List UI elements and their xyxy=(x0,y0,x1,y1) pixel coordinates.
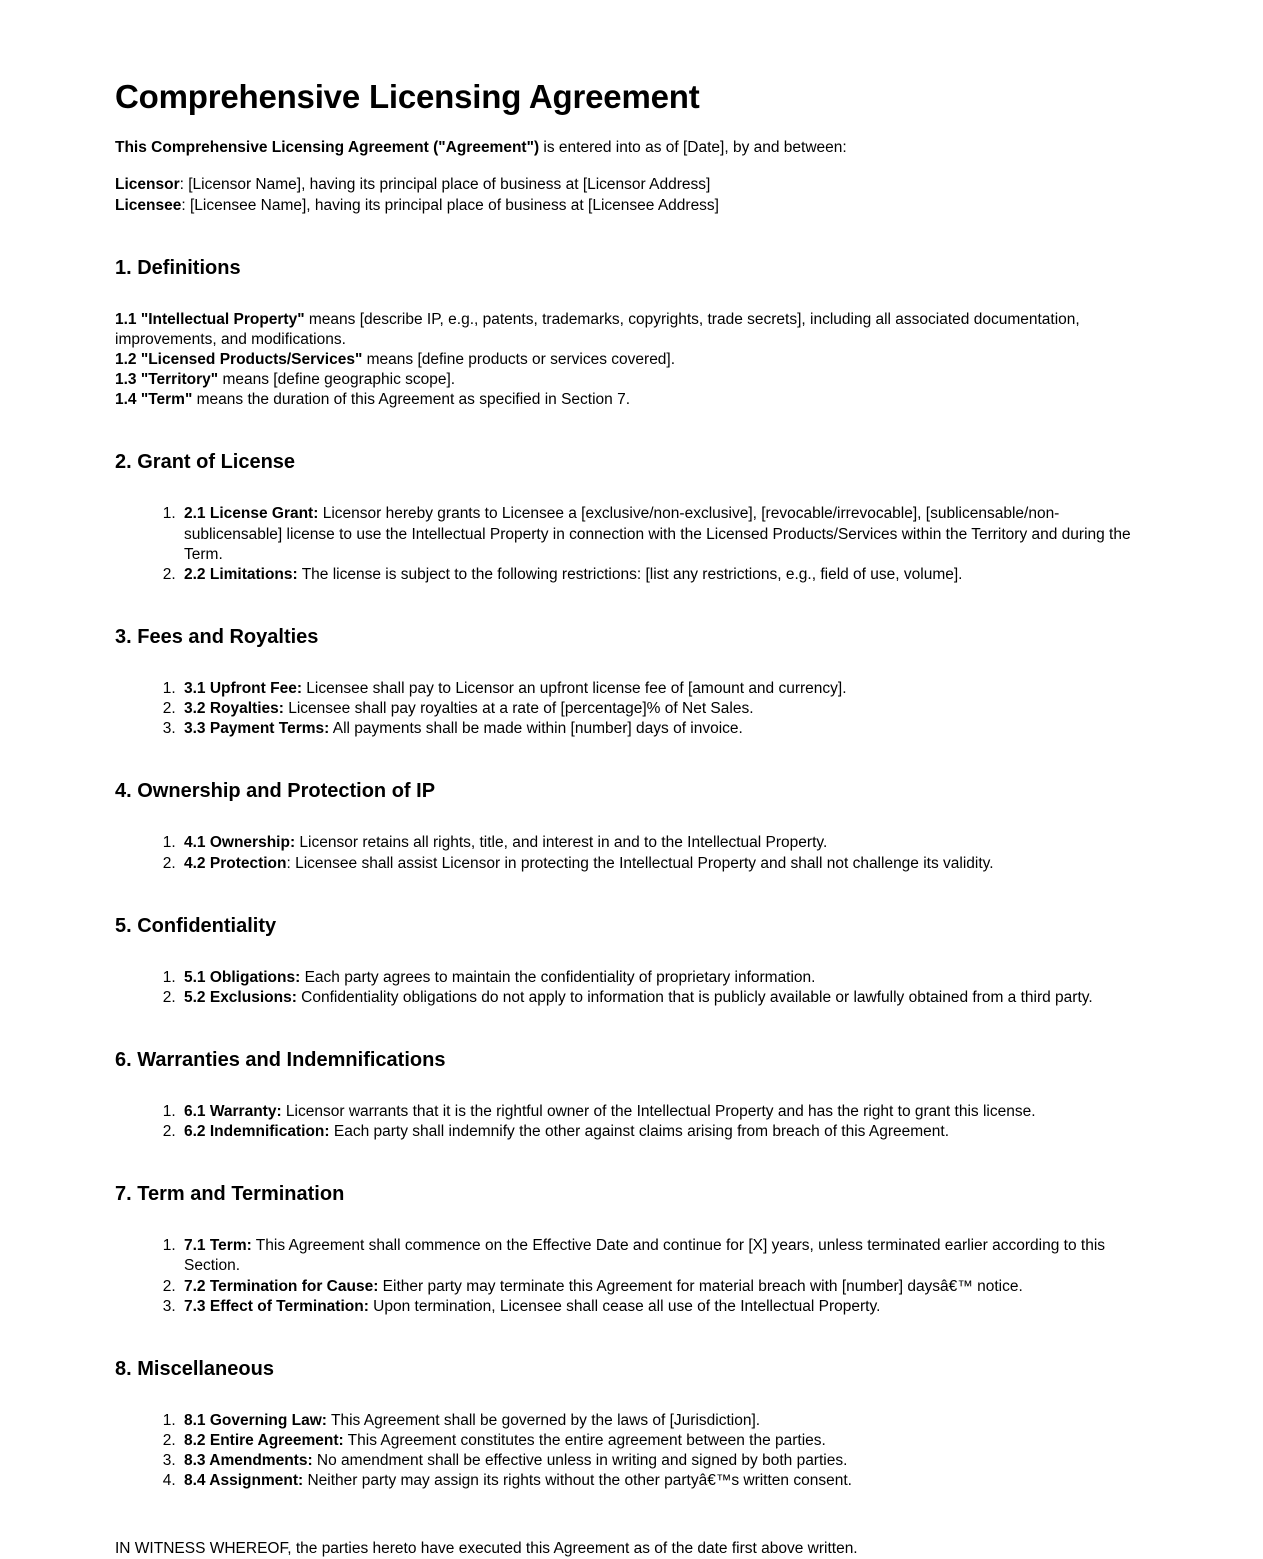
list-item xyxy=(180,1122,1148,1142)
list-item xyxy=(180,1277,1148,1297)
clause-label: 8.2 Entire Agreement: xyxy=(184,1431,344,1449)
clause-text: means [define products or services covered]. xyxy=(362,350,676,368)
clause-label: 1.2 "Licensed Products/Services" xyxy=(115,350,363,368)
parties-paragraph xyxy=(115,175,1148,215)
document-section xyxy=(115,914,1148,1008)
clause-text: Licensee shall pay royalties at a rate of [percentage]% of Net Sales. xyxy=(283,700,754,718)
clause-text: Licensor hereby grants to Licensee a [exclusive/non-exclusive], [revocable/irrevocable], [sublicensable/non-sublicensable] license to use the Intellectual Property in connection with the Licensed Products/Services within the Territory and during the Term. xyxy=(184,505,1131,563)
clause-list xyxy=(115,833,1148,873)
list-item xyxy=(180,1451,1148,1471)
clause-list xyxy=(115,1236,1148,1317)
clause-label: 4.1 Ownership: xyxy=(184,834,296,852)
clause-label: 8.4 Assignment: xyxy=(184,1472,304,1490)
section-heading: 6. Warranties and Indemnifications xyxy=(115,1048,446,1071)
section-heading: 5. Confidentiality xyxy=(115,914,277,937)
clause-text: Each party agrees to maintain the confidentiality of proprietary information. xyxy=(300,968,816,986)
list-item xyxy=(180,1471,1148,1491)
list-item xyxy=(180,1431,1148,1451)
clause-label: 5.1 Obligations: xyxy=(184,968,301,986)
document-section xyxy=(115,625,1148,739)
clause-label: 3.2 Royalties: xyxy=(184,700,284,718)
intro-paragraph xyxy=(115,138,1148,158)
clause-list xyxy=(115,1102,1148,1142)
clause-text: This Agreement shall commence on the Effective Date and continue for [X] years, unless terminated earlier according to this Section. xyxy=(184,1237,1106,1275)
clause-label: 2.2 Limitations: xyxy=(184,565,298,583)
list-item xyxy=(180,854,1148,874)
list-item xyxy=(180,565,1148,585)
document-section xyxy=(115,1048,1148,1142)
clause-text: Either party may terminate this Agreement for material breach with [number] daysâ€™ notice. xyxy=(378,1277,1023,1295)
clause-text: Each party shall indemnify the other against claims arising from breach of this Agreement. xyxy=(329,1123,950,1141)
list-item xyxy=(180,1297,1148,1317)
clause-label: 3.3 Payment Terms: xyxy=(184,720,330,738)
section-heading: 3. Fees and Royalties xyxy=(115,625,319,648)
list-item xyxy=(180,1236,1148,1276)
clause-list xyxy=(115,679,1148,739)
clause-label: 2.1 License Grant: xyxy=(184,505,319,523)
section-heading: 1. Definitions xyxy=(115,256,241,279)
list-item xyxy=(180,699,1148,719)
clause-text: Upon termination, Licensee shall cease all use of the Intellectual Property. xyxy=(368,1297,881,1315)
list-item xyxy=(180,504,1148,564)
list-item xyxy=(180,1411,1148,1431)
definitions-paragraph xyxy=(115,310,1148,411)
document-section xyxy=(115,450,1148,585)
clause-label: 6.1 Warranty: xyxy=(184,1102,282,1120)
section-heading: 8. Miscellaneous xyxy=(115,1357,274,1380)
clause-text: means the duration of this Agreement as specified in Section 7. xyxy=(192,391,631,409)
intro-lead-bold: This Comprehensive Licensing Agreement ("Agreement") xyxy=(115,139,540,157)
clause-label: 1.4 "Term" xyxy=(115,391,193,409)
licensee-text: : [Licensee Name], having its principal place of business at [Licensee Address] xyxy=(181,196,719,214)
section-heading: 4. Ownership and Protection of IP xyxy=(115,780,436,803)
clause-label: 3.1 Upfront Fee: xyxy=(184,679,302,697)
list-item xyxy=(180,719,1148,739)
clause-text: This Agreement constitutes the entire agreement between the parties. xyxy=(343,1431,826,1449)
page-title: Comprehensive Licensing Agreement xyxy=(115,78,700,115)
licensor-text: : [Licensor Name], having its principal place of business at [Licensor Address] xyxy=(179,176,711,194)
clause-text: Confidentiality obligations do not apply to information that is publicly available or lawfully obtained from a third party. xyxy=(296,988,1093,1006)
clause-label: 5.2 Exclusions: xyxy=(184,988,297,1006)
list-item xyxy=(180,1102,1148,1122)
section-heading: 7. Term and Termination xyxy=(115,1183,345,1206)
clause-text: means [define geographic scope]. xyxy=(218,371,456,389)
document-section xyxy=(115,1357,1148,1492)
licensee-label: Licensee xyxy=(115,196,182,214)
clause-text: This Agreement shall be governed by the laws of [Jurisdiction]. xyxy=(326,1411,761,1429)
list-item xyxy=(180,679,1148,699)
clause-text: Neither party may assign its rights without the other partyâ€™s written consent. xyxy=(303,1472,852,1490)
list-item xyxy=(180,968,1148,988)
clause-label: 1.3 "Territory" xyxy=(115,371,219,389)
clause-text: Licensee shall pay to Licensor an upfront license fee of [amount and currency]. xyxy=(301,679,847,697)
clause-text: All payments shall be made within [number] days of invoice. xyxy=(329,720,743,738)
intro-rest: is entered into as of [Date], by and between: xyxy=(539,139,847,157)
witness-clause: IN WITNESS WHEREOF, the parties hereto have executed this Agreement as of the date first above written. xyxy=(115,1540,858,1558)
document-section xyxy=(115,1182,1148,1317)
list-item xyxy=(180,833,1148,853)
document-section xyxy=(115,779,1148,873)
clause-label: 8.1 Governing Law: xyxy=(184,1411,327,1429)
clause-label: 8.3 Amendments: xyxy=(184,1452,313,1470)
clause-label: 1.1 "Intellectual Property" xyxy=(115,310,305,328)
licensor-label: Licensor xyxy=(115,176,180,194)
document-section xyxy=(115,256,1148,411)
clause-label: 7.1 Term: xyxy=(184,1237,252,1255)
clause-list xyxy=(115,504,1148,585)
clause-text: means [describe IP, e.g., patents, trademarks, copyrights, trade secrets], including all associated documentation, improvements, and modifications. xyxy=(115,310,1080,348)
clause-list xyxy=(115,1411,1148,1492)
clause-label: 6.2 Indemnification: xyxy=(184,1123,330,1141)
sections-container xyxy=(115,256,1148,1492)
clause-text: The license is subject to the following restrictions: [list any restrictions, e.g., field of use, volume]. xyxy=(297,565,963,583)
clause-list xyxy=(115,968,1148,1008)
clause-label: 7.3 Effect of Termination: xyxy=(184,1297,369,1315)
clause-label: 7.2 Termination for Cause: xyxy=(184,1277,379,1295)
clause-text: : Licensee shall assist Licensor in protecting the Intellectual Property and shall not challenge its validity. xyxy=(286,854,994,872)
clause-text: No amendment shall be effective unless in writing and signed by both parties. xyxy=(312,1452,848,1470)
clause-text: Licensor retains all rights, title, and interest in and to the Intellectual Property. xyxy=(295,834,828,852)
section-heading: 2. Grant of License xyxy=(115,451,296,474)
list-item xyxy=(180,988,1148,1008)
clause-label: 4.2 Protection xyxy=(184,854,287,872)
clause-text: Licensor warrants that it is the rightful owner of the Intellectual Property and has the right to grant this license. xyxy=(281,1102,1036,1120)
